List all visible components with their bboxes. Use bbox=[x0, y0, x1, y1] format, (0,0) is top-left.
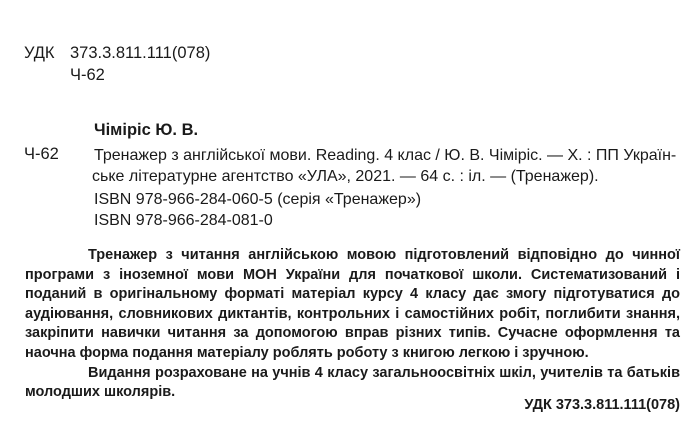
udk-label: УДК bbox=[24, 44, 55, 62]
bibliographic-description bbox=[94, 145, 680, 187]
annotation bbox=[25, 246, 680, 403]
udk-author-mark: Ч-62 bbox=[70, 66, 105, 84]
author-mark: Ч-62 bbox=[24, 145, 59, 163]
isbn-book: ISBN 978-966-284-081-0 bbox=[94, 212, 273, 229]
annotation-paragraph-2: Видання розраховане на учнів 4 класу загальноосвітніх шкіл, учителів та батьків молодших школярів. bbox=[25, 364, 680, 401]
author-name: Чіміріс Ю. В. bbox=[94, 121, 199, 139]
udk-header bbox=[24, 44, 211, 63]
udk-footer: УДК 373.3.811.111(078) bbox=[524, 397, 680, 413]
biblio-line-2: ське літературне агентство «УЛА», 2021. — 64 с. : іл. — (Тренажер). bbox=[92, 168, 599, 185]
isbn-series: ISBN 978-966-284-060-5 (серія «Тренажер») bbox=[94, 191, 422, 208]
udk-value: 373.3.811.111(078) bbox=[70, 44, 211, 62]
annotation-paragraph-1: Тренажер з читання англійською мовою підготовлений відповідно до чинної програми з іноземної мови МОН України для початкової школи. Систематизований і поданий в оригінальному форматі матеріал курсу 4 класу дає змогу підготуватися до аудіювання, словникових диктантів, контрольних і самостійних робіт, поглибити знання, закріпити навички читання за допомогою вправ різних типів. Сучасне оформлення та наочна форма подання матеріалу роблять роботу з книгою легкою і зручною. bbox=[25, 247, 680, 361]
biblio-line-1: Тренажер з англійської мови. Reading. 4 клас / Ю. В. Чіміріс. — Х. : ПП Україн- bbox=[94, 147, 677, 164]
